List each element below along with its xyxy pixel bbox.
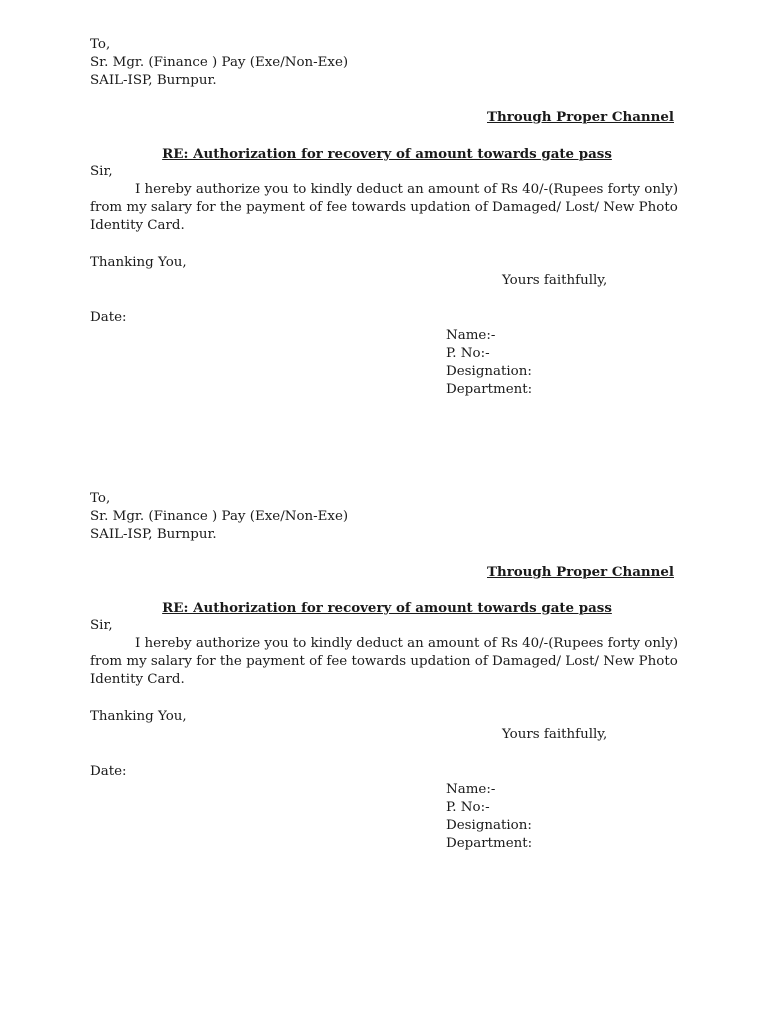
thanking-you: Thanking You, [90, 255, 187, 270]
through-proper-channel: Through Proper Channel [487, 109, 674, 125]
address-location: SAIL-ISP, Burnpur. [90, 73, 217, 88]
body-line-1: I hereby authorize you to kindly deduct an amount of Rs 40/-(Rupees forty only) [135, 182, 679, 197]
body-line-3: Identity Card. [90, 218, 185, 233]
address-location: SAIL-ISP, Burnpur. [90, 527, 217, 542]
designation-label: Designation: [446, 364, 532, 379]
authorization-letter-1 [0, 0, 768, 420]
address-recipient: Sr. Mgr. (Finance ) Pay (Exe/Non-Exe) [90, 509, 349, 524]
subject-line: RE: Authorization for recovery of amount towards gate pass [162, 146, 612, 162]
body-line-2: from my salary for the payment of fee towards updation of Damaged/ Lost/ New Photo [90, 200, 678, 215]
body-line-3: Identity Card. [90, 672, 185, 687]
pno-label: P. No:- [446, 800, 490, 815]
address-recipient: Sr. Mgr. (Finance ) Pay (Exe/Non-Exe) [90, 55, 349, 70]
department-label: Department: [446, 836, 533, 851]
body-line-2: from my salary for the payment of fee towards updation of Damaged/ Lost/ New Photo [90, 654, 678, 669]
address-to: To, [90, 491, 111, 506]
designation-label: Designation: [446, 818, 532, 833]
yours-faithfully: Yours faithfully, [502, 273, 608, 288]
subject-line: RE: Authorization for recovery of amount towards gate pass [162, 600, 612, 616]
body-line-1: I hereby authorize you to kindly deduct an amount of Rs 40/-(Rupees forty only) [135, 636, 679, 651]
name-label: Name:- [446, 782, 496, 797]
thanking-you: Thanking You, [90, 709, 187, 724]
department-label: Department: [446, 382, 533, 397]
yours-faithfully: Yours faithfully, [502, 727, 608, 742]
pno-label: P. No:- [446, 346, 490, 361]
name-label: Name:- [446, 328, 496, 343]
authorization-letter-2 [0, 454, 768, 874]
through-proper-channel: Through Proper Channel [487, 564, 674, 580]
address-to: To, [90, 37, 111, 52]
salutation: Sir, [90, 164, 113, 179]
date-label: Date: [90, 310, 127, 325]
salutation: Sir, [90, 618, 113, 633]
date-label: Date: [90, 764, 127, 779]
